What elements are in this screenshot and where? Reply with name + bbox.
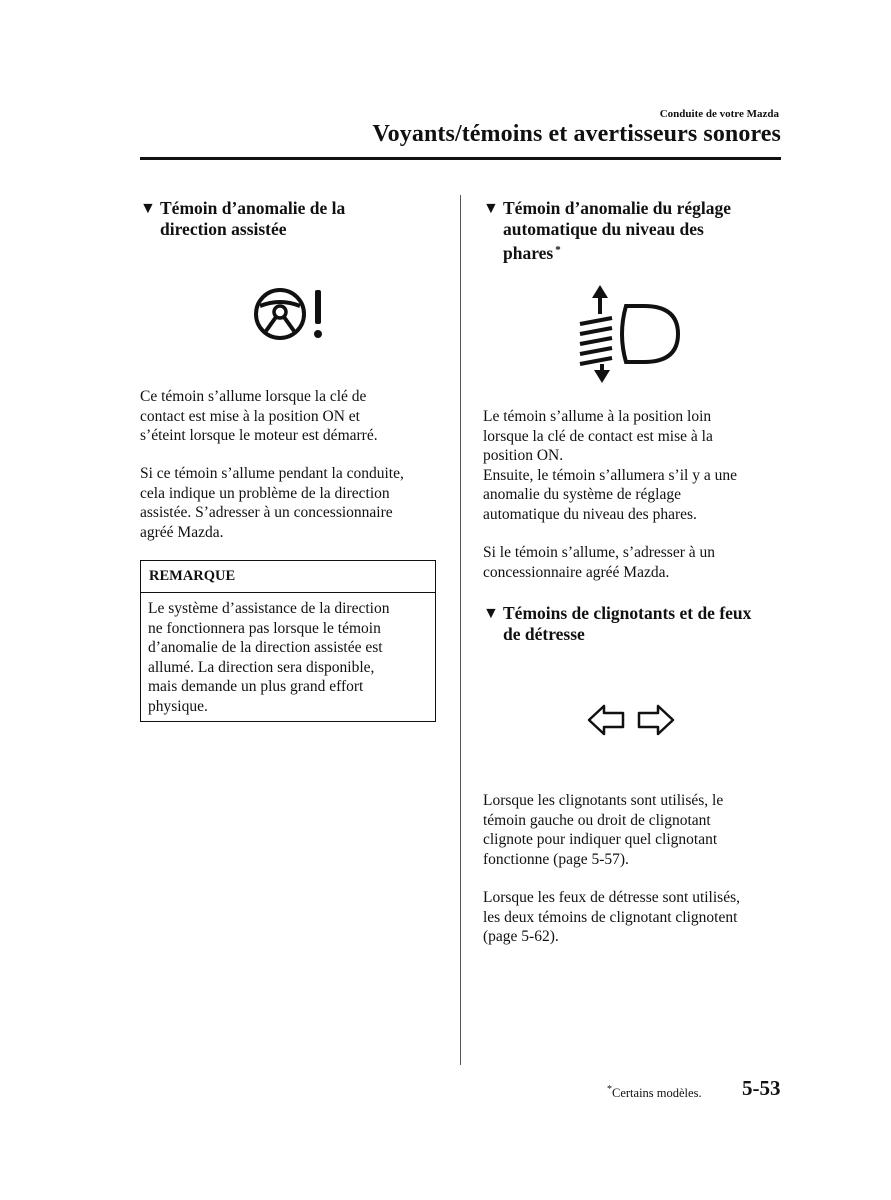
note-box <box>140 560 436 722</box>
page-number: 5-53 <box>742 1076 781 1100</box>
paragraph: Ce témoin s’allume lorsque la clé de contact est mise à la position ON et s’éteint lorsque le moteur est démarré. <box>140 388 378 444</box>
turn-signal-arrows-icon <box>586 703 676 737</box>
triangle-marker-icon: ▼ <box>140 200 156 217</box>
asterisk: * <box>555 244 561 256</box>
note-text: Le système d’assistance de la direction ne fonctionnera pas lorsque le témoin d’anomalie de la direction assistée est allumé. La direction sera disponible, mais demande un plus grand effort physique. <box>148 600 390 715</box>
paragraph: Lorsque les clignotants sont utilisés, le témoin gauche ou droit de clignotant clignote pour indiquer quel clignotant fonctionne (page 5-57). <box>483 792 724 868</box>
heading-text: Témoin d’anomalie du réglage automatique du niveau des phares <box>503 198 731 263</box>
paragraph: Le témoin s’allume à la position loin lorsque la clé de contact est mise à la position ON. Ensuite, le témoin s’allumera s’il y a une anomalie du système de réglage automatique du niveau des phares. <box>483 408 737 523</box>
paragraph: Si le témoin s’allume, s’adresser à un concessionnaire agréé Mazda. <box>483 544 716 581</box>
section-label: Conduite de votre Mazda <box>659 108 779 120</box>
headlight-leveling-heading <box>483 198 783 264</box>
paragraph: Lorsque les feux de détresse sont utilisés, les deux témoins de clignotant clignotent (page 5-62). <box>483 889 740 945</box>
triangle-marker-icon: ▼ <box>483 200 499 217</box>
footnote-text: Certains modèles. <box>612 1086 702 1100</box>
power-steering-warning-icon <box>252 284 332 344</box>
column-divider <box>460 195 461 1065</box>
heading-text: Témoin d’anomalie de la direction assistée <box>160 198 346 239</box>
turn-signal-heading <box>483 603 788 645</box>
header-rule <box>140 157 781 160</box>
asterisk: * <box>607 1084 612 1095</box>
page-title: Voyants/témoins et avertisseurs sonores <box>372 121 781 147</box>
power-steering-heading <box>140 198 440 240</box>
footnote <box>607 1084 702 1101</box>
heading-text: Témoins de clignotants et de feux de détresse <box>503 603 752 644</box>
headlight-leveling-icon <box>574 284 684 384</box>
triangle-marker-icon: ▼ <box>483 605 499 622</box>
note-title: REMARQUE <box>141 561 435 593</box>
paragraph: Si ce témoin s’allume pendant la conduite, cela indique un problème de la direction assistée. S’adresser à un concessionnaire agréé Mazda. <box>140 465 404 541</box>
